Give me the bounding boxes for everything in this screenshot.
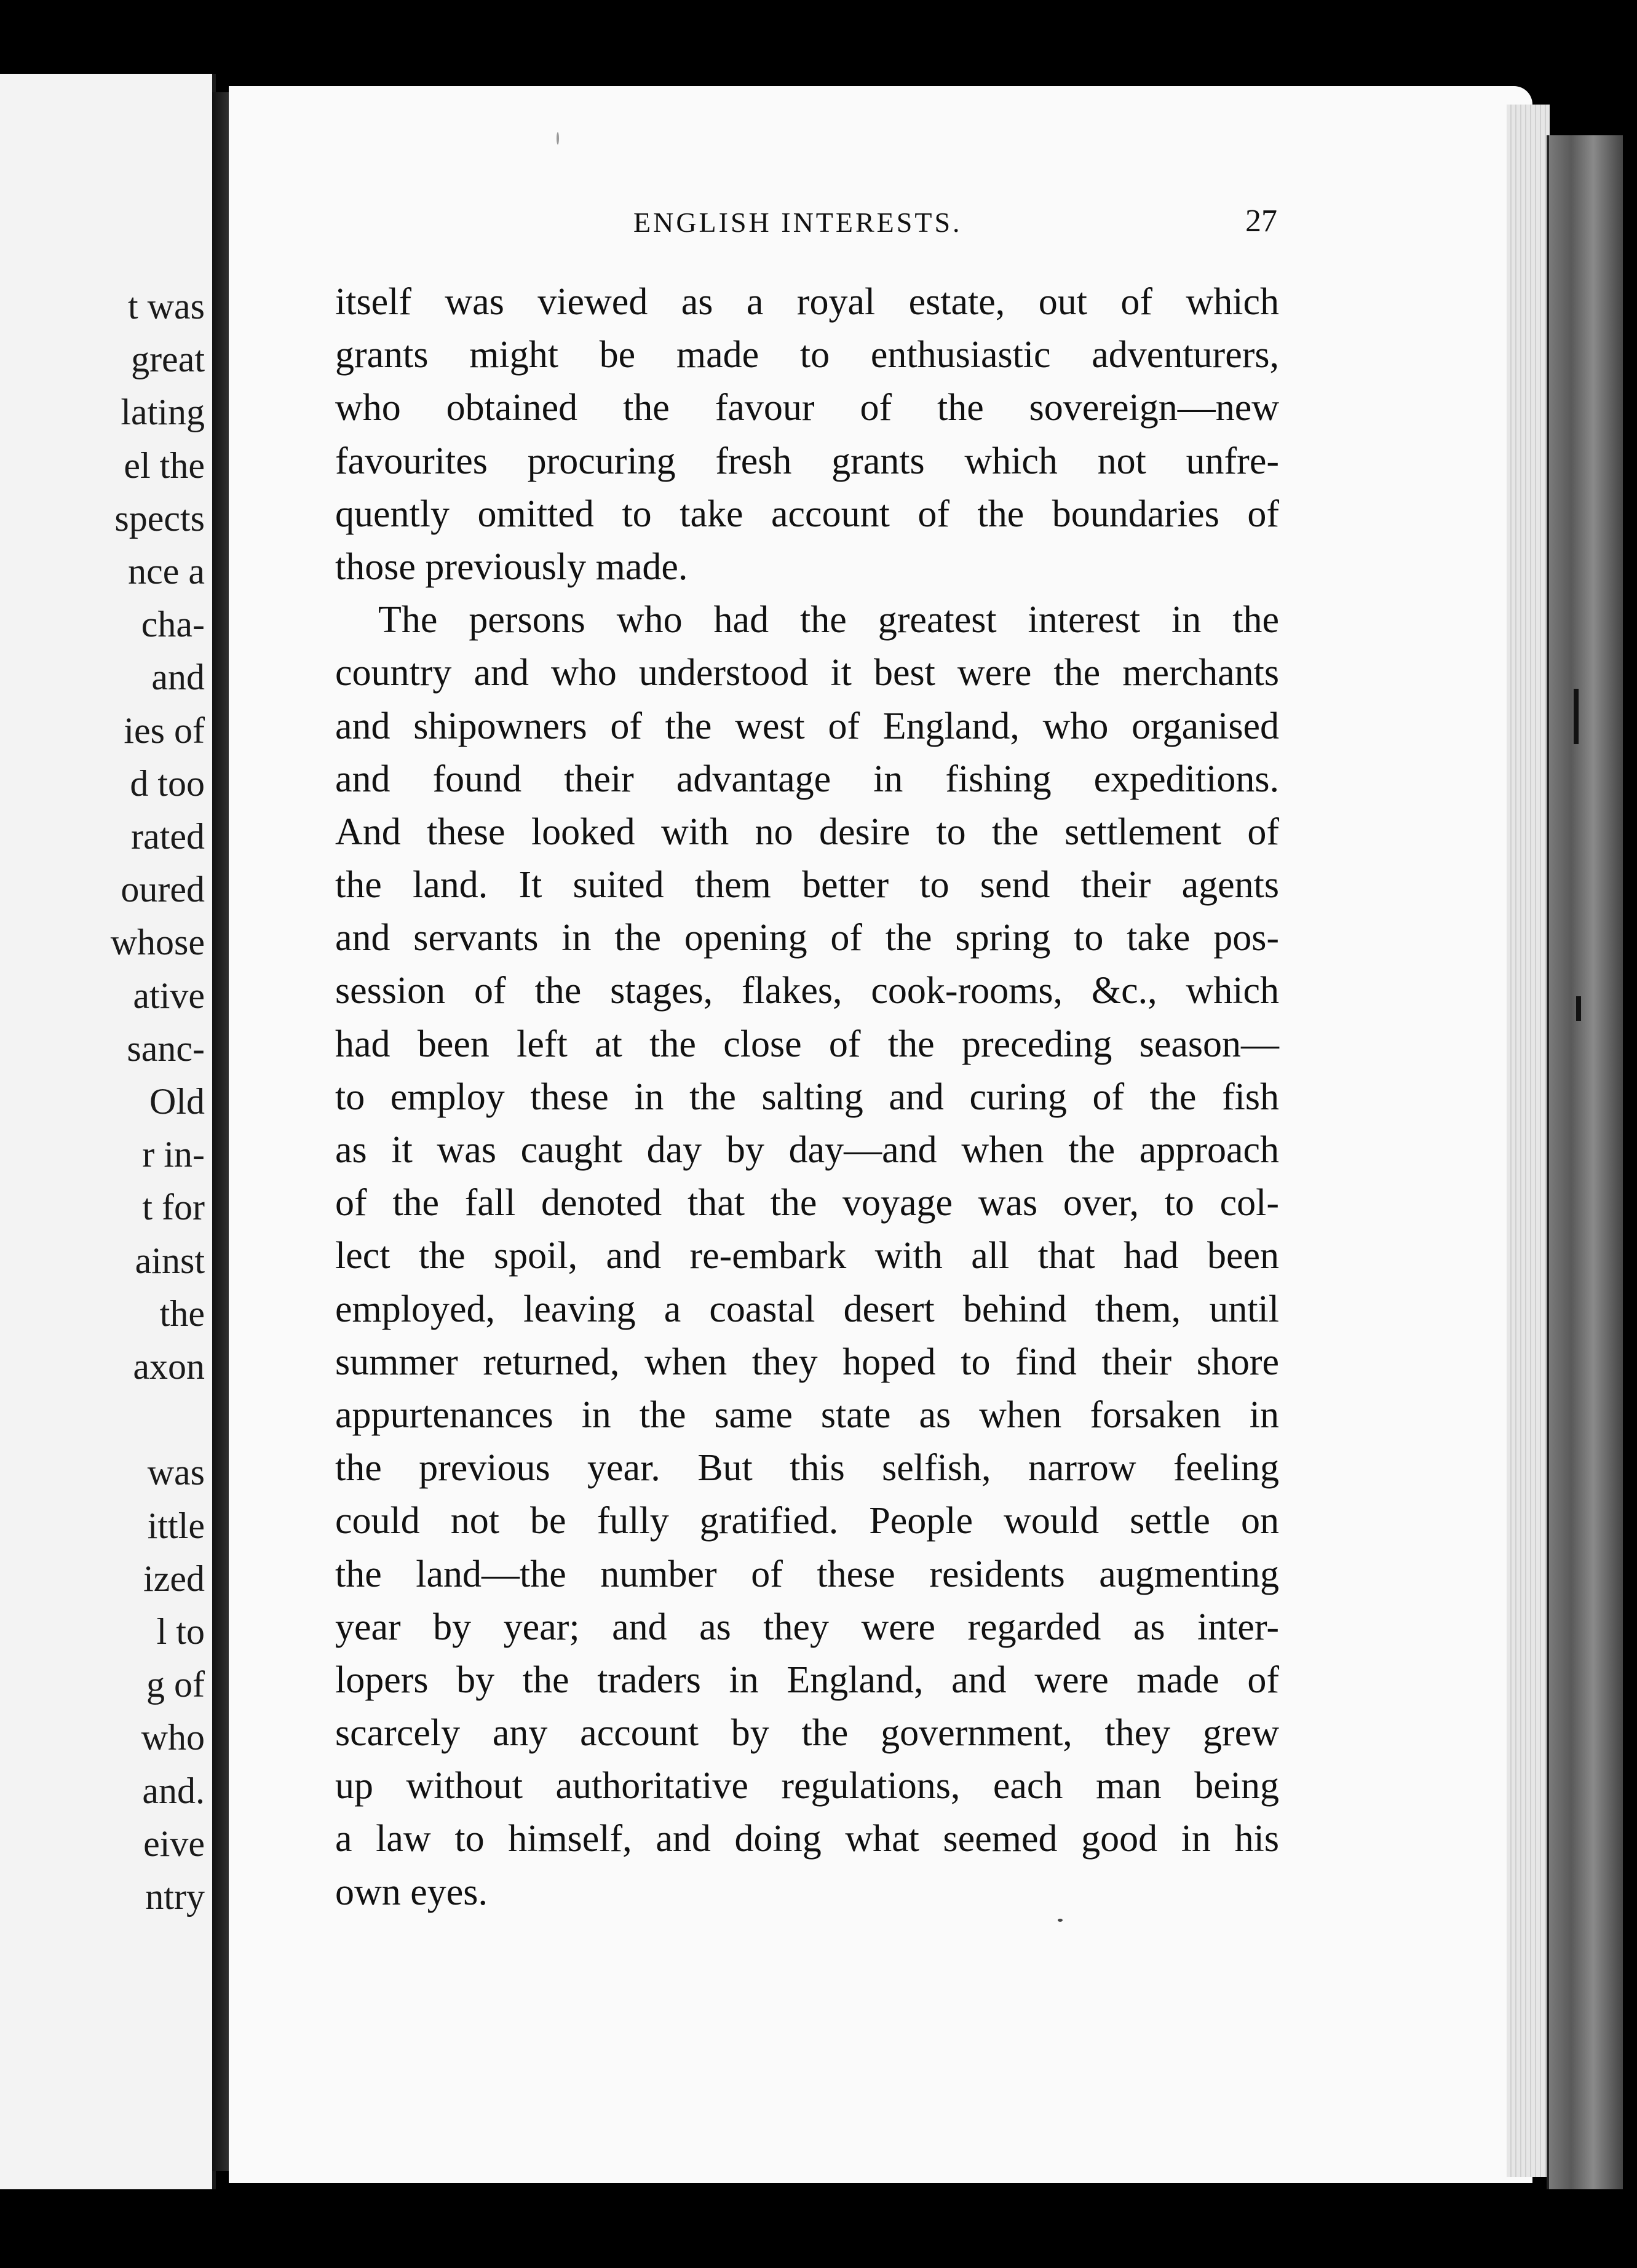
- cover-mark: [1576, 996, 1581, 1021]
- left-page-fragment: eive: [143, 1823, 205, 1864]
- left-page: [0, 74, 216, 2189]
- text-line: grants might be made to enthusiastic adventurers,: [335, 334, 1279, 376]
- text-line: session of the stages, flakes, cook-rooms, &c., which: [335, 970, 1279, 1012]
- text-line: the land—the number of these residents augmenting: [335, 1553, 1279, 1595]
- left-page-fragment: the: [159, 1293, 205, 1334]
- ink-speck: [1058, 1919, 1063, 1922]
- left-page-fragment: g of: [146, 1664, 205, 1705]
- text-line: those previously made.: [335, 545, 688, 588]
- text-line: lopers by the traders in England, and were made of: [335, 1659, 1279, 1701]
- left-page-fragment: t was: [128, 286, 205, 327]
- left-page-fragment: l to: [156, 1611, 205, 1652]
- text-line: quently omitted to take account of the boundaries of: [335, 493, 1279, 535]
- text-line: to employ these in the salting and curing of the fish: [335, 1076, 1279, 1118]
- left-page-fragment: sanc-: [127, 1028, 205, 1069]
- left-page-fragment: Old: [149, 1081, 205, 1122]
- text-line: country and who understood it best were the merchants: [335, 652, 1279, 694]
- left-page-fragment: and.: [142, 1770, 205, 1811]
- left-page-fragment: and: [151, 657, 205, 698]
- text-line: itself was viewed as a royal estate, out of which: [335, 281, 1279, 323]
- left-page-fragment: great: [131, 339, 205, 380]
- left-page-fragment: r in-: [142, 1134, 205, 1175]
- text-line: the land. It suited them better to send their agents: [335, 864, 1279, 906]
- text-line: summer returned, when they hoped to find their shore: [335, 1341, 1279, 1383]
- text-line: appurtenances in the same state as when forsaken in: [335, 1394, 1279, 1436]
- book-cover-edge: [1547, 135, 1623, 2189]
- left-page-fragment: lating: [121, 392, 205, 433]
- text-line: employed, leaving a coastal desert behind them, until: [335, 1288, 1279, 1330]
- text-line: who obtained the favour of the sovereign—new: [335, 387, 1279, 429]
- text-line: year by year; and as they were regarded as inter-: [335, 1606, 1279, 1648]
- left-page-fragment: whose: [110, 922, 205, 963]
- text-line: of the fall denoted that the voyage was over, to col-: [335, 1182, 1279, 1224]
- cover-mark: [1574, 689, 1579, 744]
- text-line: lect the spoil, and re-embark with all that had been: [335, 1235, 1279, 1277]
- text-line: favourites procuring fresh grants which not unfre-: [335, 440, 1279, 482]
- running-title: ENGLISH INTERESTS.: [633, 207, 962, 238]
- left-page-fragment: who: [141, 1717, 205, 1758]
- left-page-fragment: nce a: [128, 551, 205, 592]
- left-page-fragment: ntry: [145, 1876, 205, 1917]
- text-line: and shipowners of the west of England, who organised: [335, 705, 1279, 747]
- left-page-fragment: oured: [121, 869, 205, 910]
- text-line: and found their advantage in fishing expeditions.: [335, 758, 1279, 800]
- left-page-fragment: ainst: [135, 1240, 205, 1281]
- left-page-fragment: was: [147, 1452, 205, 1493]
- text-line: up without authoritative regulations, each man being: [335, 1765, 1279, 1807]
- left-page-fragment: ies of: [124, 710, 205, 751]
- left-page-fragment: d too: [130, 763, 205, 804]
- left-page-fragment: axon: [133, 1346, 205, 1387]
- text-line: the previous year. But this selfish, narrow feeling: [335, 1447, 1279, 1489]
- left-page-fragment: el the: [124, 445, 205, 486]
- text-line: a law to himself, and doing what seemed good in his: [335, 1818, 1279, 1860]
- left-page-fragment: ized: [143, 1558, 205, 1599]
- text-line: scarcely any account by the government, they grew: [335, 1712, 1279, 1755]
- left-page-fragment: ittle: [147, 1505, 205, 1546]
- text-line: The persons who had the greatest interest in the: [378, 599, 1279, 641]
- left-page-fragment: cha-: [141, 604, 205, 645]
- body-text: [335, 276, 1279, 1919]
- text-line: And these looked with no desire to the settlement of: [335, 811, 1279, 853]
- text-line: own eyes.: [335, 1871, 488, 1913]
- text-line: could not be fully gratified. People would settle on: [335, 1500, 1279, 1542]
- text-line: as it was caught day by day—and when the approach: [335, 1129, 1279, 1171]
- left-page-fragment: rated: [131, 816, 205, 857]
- page-number: 27: [1245, 204, 1277, 239]
- text-line: had been left at the close of the preceding season—: [335, 1023, 1279, 1065]
- text-line: and servants in the opening of the spring to take pos-: [335, 917, 1279, 959]
- left-page-fragment: ative: [133, 975, 205, 1016]
- ink-speck: [557, 132, 559, 145]
- left-page-fragment: t for: [142, 1187, 205, 1228]
- left-page-fragment: spects: [114, 498, 205, 539]
- book-gutter: [212, 92, 231, 2171]
- page-edges: [1507, 105, 1550, 2177]
